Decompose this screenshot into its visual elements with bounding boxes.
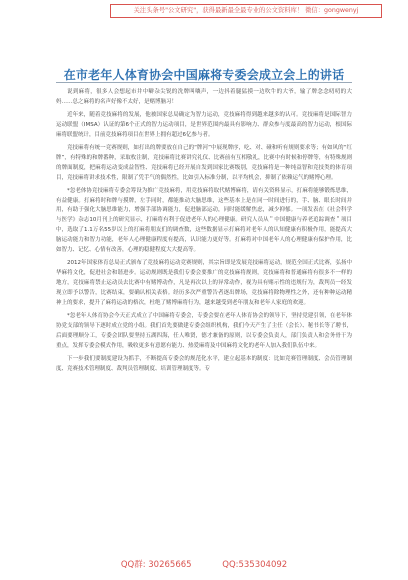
paragraph: 近年来，随着竞技麻将的发展，他被国家总局确定为智力运动，竞技麻将得到越来越多的认可。竞技麻将是国际智力运动联盟（IMSA）认证的第6个正式的智力运动项目，是世界范围内最具有影响力、群众参与度最高的智力运动，根国际麻将联盟统计，目前竞技麻将项目在世界上拥有超过6亿参与者。 — [56, 111, 352, 138]
article-body — [56, 88, 352, 378]
page-footer — [0, 558, 408, 570]
footer-qq: QQ:535304092 — [222, 560, 288, 570]
paragraph: 竞技麻将有统一竞赛规则，如打出的牌要放在自己的“牌河”中展现牌序，吃、对、碰和听有规则要求等；有如风的“红牌”，有特殊的和牌番种，采取枚注制，竞技麻将比赛讲究礼仪、比赛前有互相敬礼，比赛中有时候和停牌等，有特殊规则的牌面制度，把麻将运动变成益智性、竞技麻将已经开展自发到国家比赛级别，竞技麻将是一种纯益智和竞技类的体育项目，竞技麻将讲求技术性，限制了凭手气的偶然性，比如引入标准分制，以平均机会，抑制了依赖运气的赌博心理。 — [56, 144, 352, 181]
paragraph: 下一步我们要制度建设为抓手，不断提高专委会的规范化水平，建立起基本的制度：比如竞赛管理制度、会员管理制度、竞赛技术管理制度、裁判员管理制度、培训管理制度等。专 — [56, 355, 352, 372]
paragraph: *忽老年人体育协会今天正式成立了中国麻将专委会，专委会要在老年人体育协会的领导下，坚持党建引领，在老年体协党支部的领导下逐时成立党的小组。我们首先要做建专委会组织机构，我们今天产生了主任（会长）、秘书长等了聘书，后面要理顺分工，专委会团队要坚持五湖四海，任人唯贤，德才兼备的原则，以专委会负责人，部门负责人和会务骨干为重点，发挥专委会模式作用，吸收更多有意愿有能力、热爱麻将及中国麻将文化的老年人加入我们队伍中来。 — [56, 313, 352, 349]
top-banner: 关注头条号"公文研究"，获得最新最全最专业的公文资料库！ 微信：gongwenyj — [110, 4, 382, 18]
paragraph: 说到麻将，很多人会想起市井中噼杂尖锐的洗牌叫嚷声，一边抖着腿猛摸一边吹牛的大爷，输了牌念念叨叨的大妈……总之麻将的名声好像不太好，是赌博脑习！ — [56, 89, 352, 105]
title-divider — [56, 82, 352, 83]
paragraph: *忽老体协竞技麻将专委会筹设为推广竞技麻将，用竞技麻将取代赌博麻将，请有关资料显示，打麻将能够锻炼思维，有益健康。打麻将时和牌与摸牌，左手同时，都能推动大脑思维，这些基本上是在同一时间进行的，手、脑、眼长时间并用，有助于强化大脑思维能力，增强手部协调能力，促进脑部运动，同时能缓解焦虑，减少抑郁。一项发表在《社会科学与医学》杂志10月刊上的研究显示，打麻将有利于促进老年人的心理健康。研究人员从＂中国健康与养老追踪调查＂项目中，选取了1.1万名55岁以上的打麻将朋友们的调查数，这些数据显示打麻将对老年人的认知健康有积极作用，能提高大脑运动能力和智力功能，老年人心理健康程度有提高，认识能力更好等。打麻将对中国老年人的心理健康有保护作用，比如智力、记忆、心情有改善，心理的稳健程度大大提高等。 — [56, 187, 352, 254]
paragraph: 2012年国家体育总局正式颁布了竞技麻将运动竞赛规则，其宗旨即是发展竞技麻将运动，规范全国正式比赛，弘扬中华麻将文化，促进社会和谐进步。运动规则既是我们专委会要推广的竞技麻将规则，竞技麻将和普通麻将有很多不一样的地方，竞技麻将禁止运动员去比赛中有赌博动作，凡是再次以上的异常动作，视为具有赌示性的违规行为，裁判员一经发现立即予以警告，比赛结束，要确认相关表格。经历多次严重警告者逐出牌场，竞技麻将除物理性之外，还有种种运动精神上的要求，提升了麻将运动的格次，杜绝了赌博麻将行为，越来越受到老年朋友和老年人家庭的欢迎。 — [56, 260, 352, 307]
footer-qq-group: QQ群: 30265665 — [120, 560, 192, 570]
page-title: 在市老年人体育协会中国麻将专委会成立会上的讲话 — [63, 68, 345, 82]
